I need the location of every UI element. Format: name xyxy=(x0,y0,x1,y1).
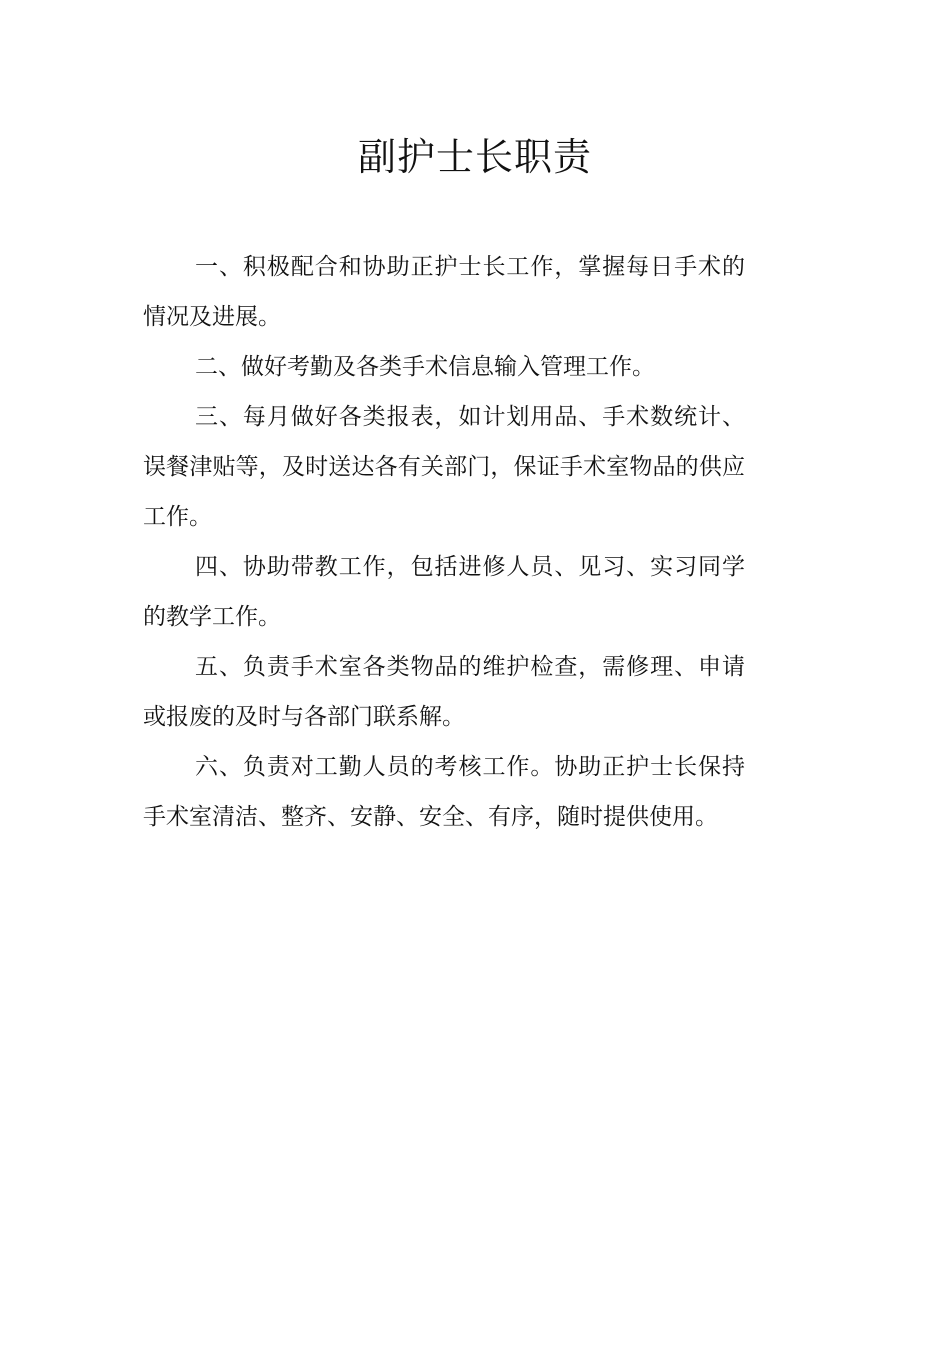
document-body xyxy=(143,242,745,842)
paragraph-2: 二、做好考勤及各类手术信息输入管理工作。 xyxy=(195,354,655,380)
paragraph-5: 五、负责手术室各类物品的维护检查，需修理、申请或报废的及时与各部门联系解。 xyxy=(143,654,745,730)
paragraph-4: 四、协助带教工作，包括进修人员、见习、实习同学的教学工作。 xyxy=(143,554,745,630)
paragraph-6: 六、负责对工勤人员的考核工作。协助正护士长保持手术室清洁、整齐、安静、安全、有序，随时提供使用。 xyxy=(143,754,745,830)
paragraph-3: 三、每月做好各类报表，如计划用品、手术数统计、误餐津贴等，及时送达各有关部门，保证手术室物品的供应工作。 xyxy=(143,404,745,530)
page-title: 副护士长职责 xyxy=(357,135,592,179)
paragraph-1: 一、积极配合和协助正护士长工作，掌握每日手术的情况及进展。 xyxy=(143,254,745,330)
